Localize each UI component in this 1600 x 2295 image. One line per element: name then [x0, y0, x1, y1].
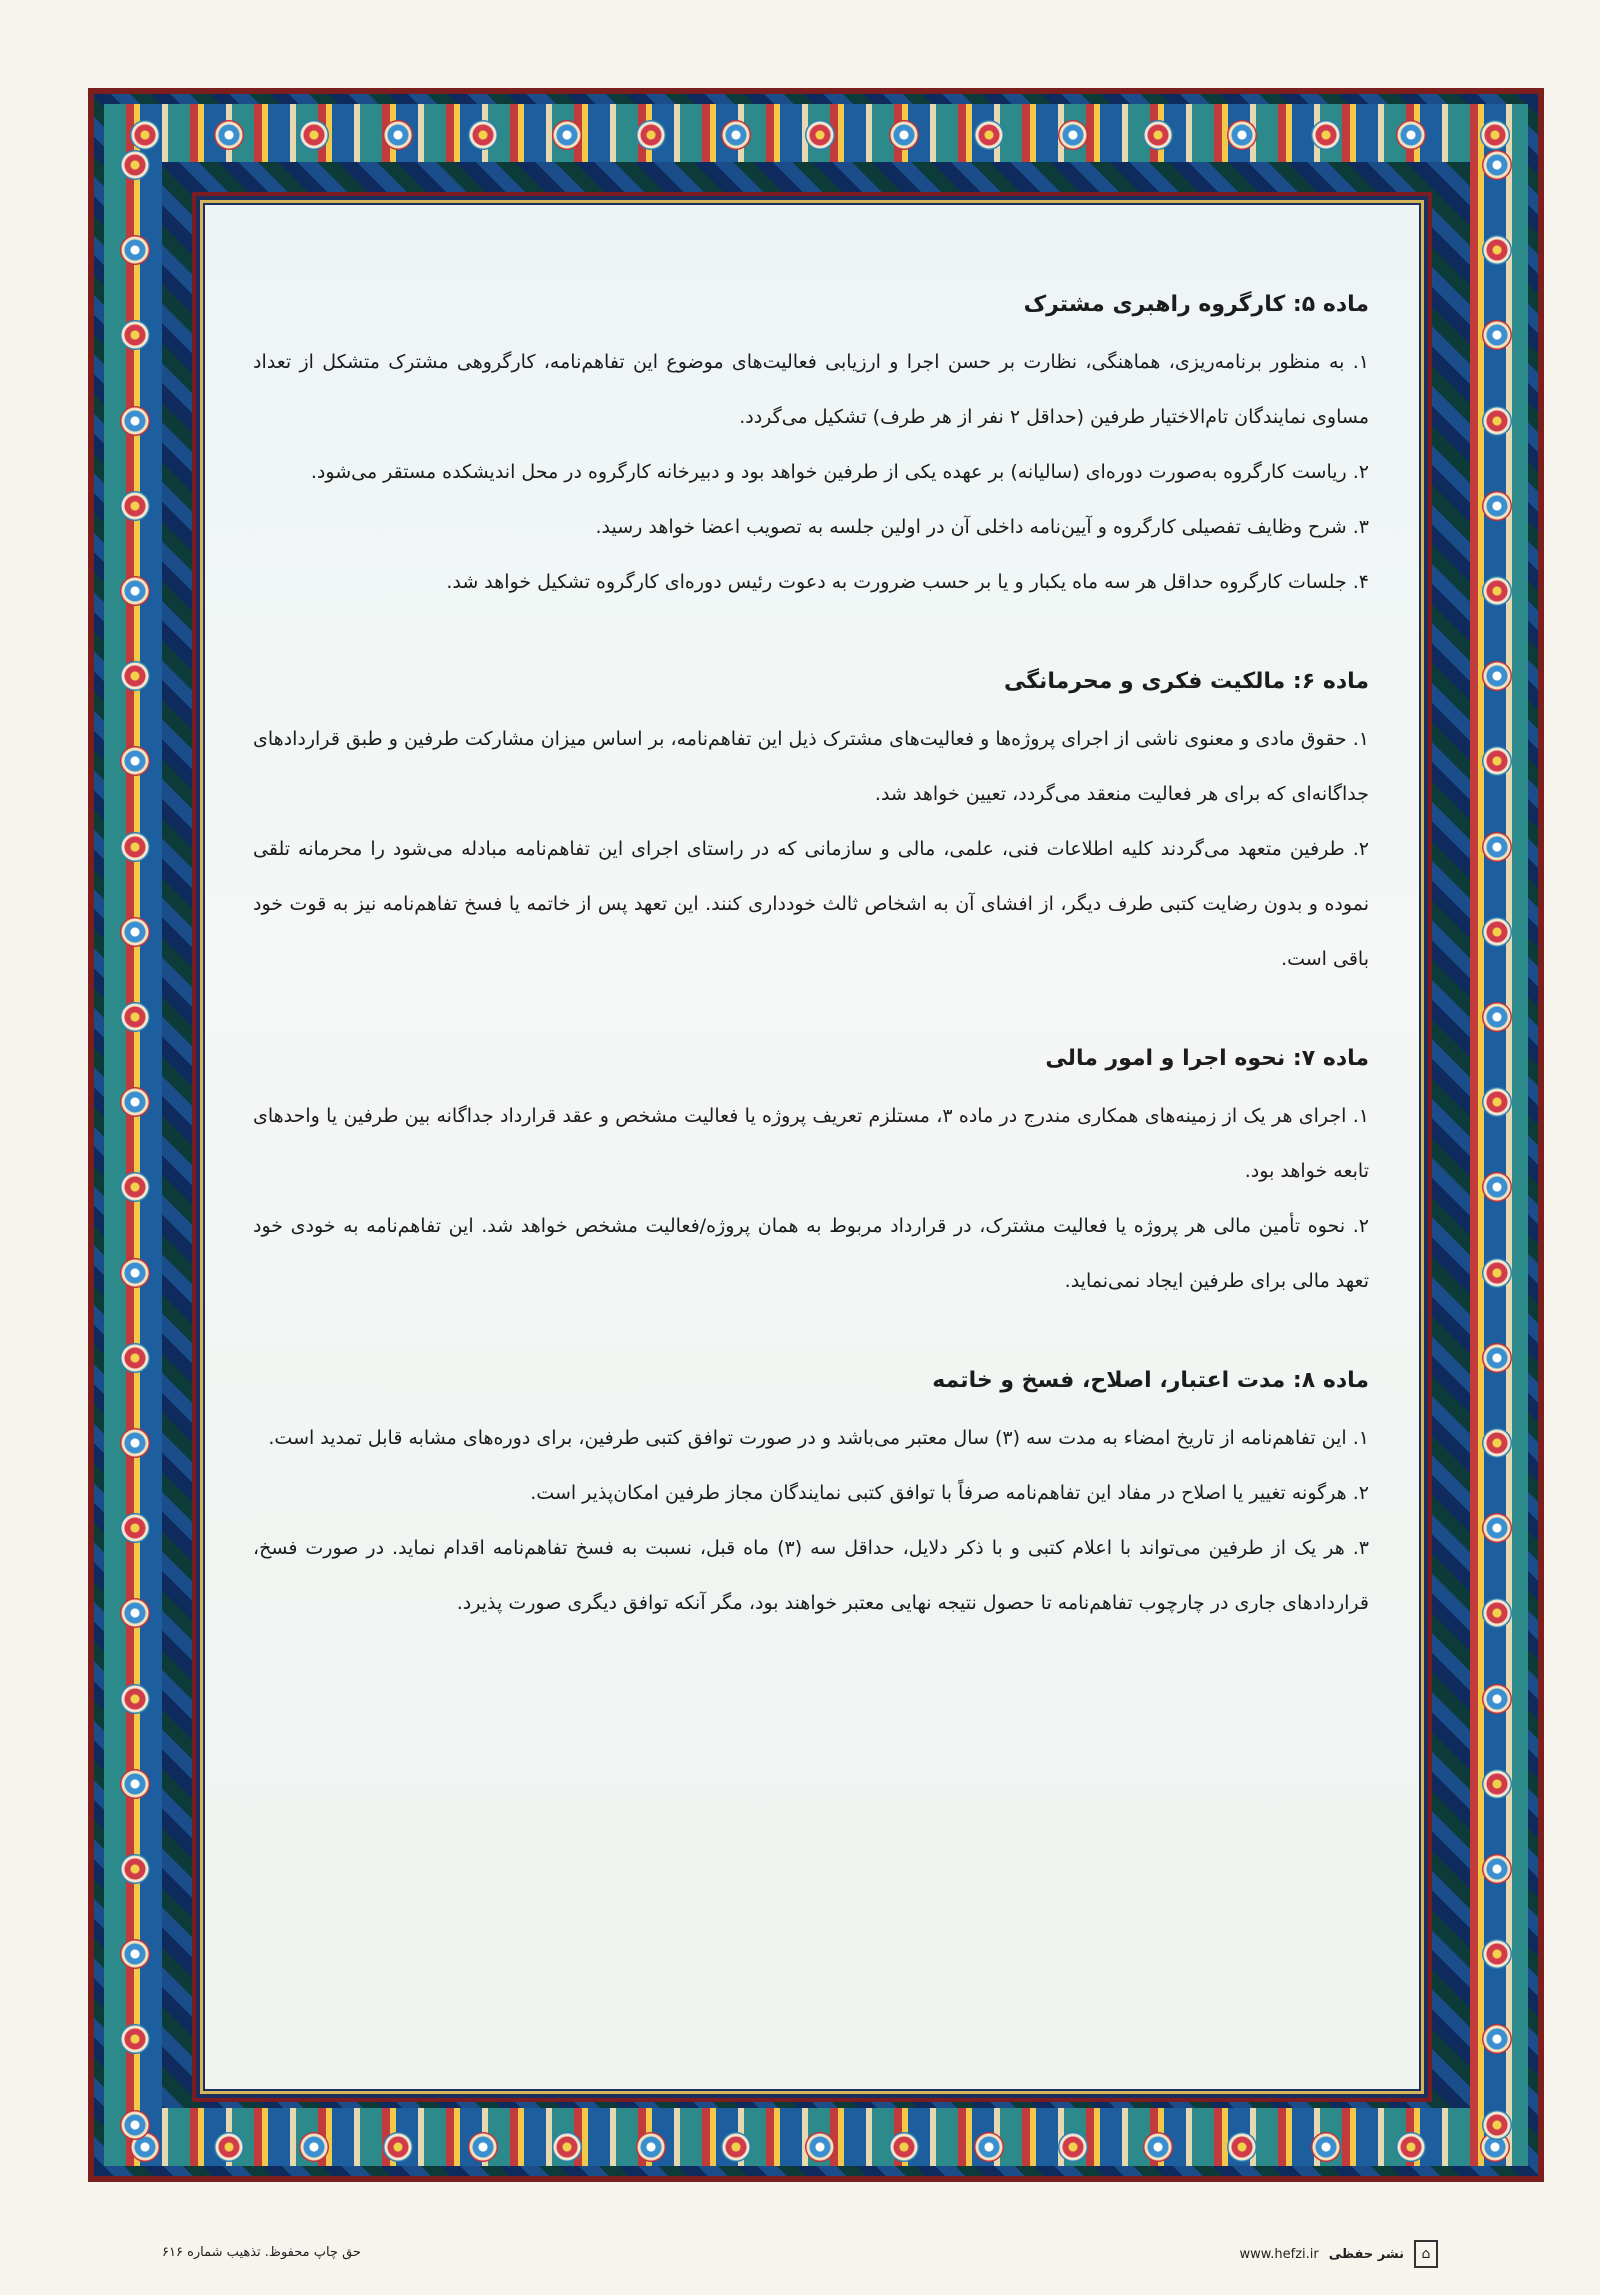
flower-ornament [468, 2132, 498, 2162]
article-8 [253, 1363, 1369, 1631]
flower-ornament [1227, 2132, 1257, 2162]
flower-ornament [1482, 1684, 1512, 1714]
flower-ornament [383, 2132, 413, 2162]
article-6-heading: ماده ۶: مالکیت فکری و محرمانگی [1004, 669, 1369, 694]
flower-ornament [383, 120, 413, 150]
article-6-clause-1: ۱. حقوق مادی و معنوی ناشی از اجرای پروژه‌ها و فعالیت‌های مشترک ذیل این تفاهم‌نامه، بر اساس میزان مشارکت طرفین و طبق قراردادهای جداگانه‌ای که برای هر فعالیت منعقد می‌گردد، تعیین خواهد شد. [253, 728, 1369, 805]
flower-ornament [120, 320, 150, 350]
flower-ornament [120, 1258, 150, 1288]
flower-ornament [299, 2132, 329, 2162]
flower-ornament [1482, 1598, 1512, 1628]
flower-ornament [1482, 1769, 1512, 1799]
flower-ornament [974, 2132, 1004, 2162]
article-7 [253, 1041, 1369, 1309]
frame-flowers-left [120, 150, 150, 2140]
flower-ornament [1482, 1939, 1512, 1969]
flower-ornament [805, 120, 835, 150]
flower-ornament [1143, 120, 1173, 150]
flower-ornament [214, 2132, 244, 2162]
flower-ornament [1482, 661, 1512, 691]
article-5 [253, 287, 1369, 610]
flower-ornament [1482, 1513, 1512, 1543]
flower-ornament [120, 1769, 150, 1799]
flower-ornament [1482, 832, 1512, 862]
flower-ornament [120, 1172, 150, 1202]
article-6 [253, 664, 1369, 987]
flower-ornament [889, 120, 919, 150]
flower-ornament [120, 1428, 150, 1458]
article-7-heading: ماده ۷: نحوه اجرا و امور مالی [1045, 1046, 1369, 1071]
flower-ornament [1482, 235, 1512, 265]
flower-ornament [120, 1939, 150, 1969]
flower-ornament [120, 1684, 150, 1714]
flower-ornament [214, 120, 244, 150]
flower-ornament [120, 917, 150, 947]
flower-ornament [1482, 1343, 1512, 1373]
flower-ornament [1482, 406, 1512, 436]
flower-ornament [1482, 917, 1512, 947]
flower-ornament [721, 2132, 751, 2162]
article-8-heading: ماده ۸: مدت اعتبار، اصلاح، فسخ و خاتمه [932, 1368, 1369, 1393]
flower-ornament [1058, 120, 1088, 150]
copyright-note: حق چاپ محفوظ. تذهیب شماره ۶۱۶ [162, 2245, 361, 2260]
flower-ornament [1482, 2024, 1512, 2054]
flower-ornament [120, 406, 150, 436]
article-8-clause-3: ۳. هر یک از طرفین می‌تواند با اعلام کتبی و با ذکر دلایل، حداقل سه (۳) ماه قبل، نسبت به فسخ تفاهم‌نامه اقدام نماید. در صورت فسخ، قراردادهای جاری در چارچوب تفاهم‌نامه تا حصول نتیجه نهایی معتبر خواهند بود، مگر آنکه توافق دیگری صورت پذیرد. [253, 1537, 1369, 1614]
flower-ornament [1143, 2132, 1173, 2162]
flower-ornament [120, 832, 150, 862]
frame-flowers-right [1482, 150, 1512, 2140]
flower-ornament [1482, 576, 1512, 606]
flower-ornament [130, 120, 160, 150]
flower-ornament [120, 235, 150, 265]
article-5-clause-2: ۲. ریاست کارگروه به‌صورت دوره‌ای (سالیانه) بر عهده یکی از طرفین خواهد بود و دبیرخانه کارگروه در محل اندیشکده مستقر می‌شود. [310, 461, 1369, 483]
flower-ornament [1227, 120, 1257, 150]
flower-ornament [120, 576, 150, 606]
flower-ornament [120, 1854, 150, 1884]
flower-ornament [120, 150, 150, 180]
flower-ornament [1311, 2132, 1341, 2162]
publisher-name: نشر حفظی [1328, 2246, 1404, 2262]
flower-ornament [120, 491, 150, 521]
flower-ornament [1396, 120, 1426, 150]
flower-ornament [120, 1002, 150, 1032]
flower-ornament [805, 2132, 835, 2162]
flower-ornament [1482, 1087, 1512, 1117]
flower-ornament [889, 2132, 919, 2162]
flower-ornament [1482, 1258, 1512, 1288]
flower-ornament [468, 120, 498, 150]
flower-ornament [1482, 1002, 1512, 1032]
flower-ornament [552, 2132, 582, 2162]
flower-ornament [1482, 2110, 1512, 2140]
flower-ornament [1482, 1172, 1512, 1202]
flower-ornament [1482, 491, 1512, 521]
frame-flowers-top [130, 120, 1510, 150]
flower-ornament [120, 1513, 150, 1543]
flower-ornament [1482, 746, 1512, 776]
publisher-logo-icon: ⌂ [1414, 2240, 1438, 2268]
article-8-clause-2: ۲. هرگونه تغییر یا اصلاح در مفاد این تفاهم‌نامه صرفاً با توافق کتبی نمایندگان مجاز طرفین امکان‌پذیر است. [530, 1482, 1369, 1504]
flower-ornament [1311, 120, 1341, 150]
article-8-clause-1: ۱. این تفاهم‌نامه از تاریخ امضاء به مدت سه (۳) سال معتبر می‌باشد و در صورت توافق کتبی طرفین، برای دوره‌های مشابه قابل تمدید است. [268, 1427, 1369, 1449]
article-5-clause-4: ۴. جلسات کارگروه حداقل هر سه ماه یکبار و یا بر حسب ضرورت به دعوت رئیس دوره‌ای کارگروه تشکیل خواهد شد. [446, 571, 1369, 593]
flower-ornament [552, 120, 582, 150]
publisher-url[interactable]: www.hefzi.ir [1239, 2246, 1319, 2262]
flower-ornament [721, 120, 751, 150]
flower-ornament [1482, 320, 1512, 350]
flower-ornament [299, 120, 329, 150]
flower-ornament [120, 1343, 150, 1373]
flower-ornament [120, 1087, 150, 1117]
flower-ornament [1482, 150, 1512, 180]
flower-ornament [120, 661, 150, 691]
frame-flowers-bottom [130, 2132, 1510, 2162]
flower-ornament [636, 2132, 666, 2162]
article-7-clause-2: ۲. نحوه تأمین مالی هر پروژه یا فعالیت مشترک، در قرارداد مربوط به همان پروژه/فعالیت مشخص خواهد شد. این تفاهم‌نامه به خودی خود تعهد مالی برای طرفین ایجاد نمی‌نماید. [253, 1215, 1369, 1292]
article-6-clause-2: ۲. طرفین متعهد می‌گردند کلیه اطلاعات فنی، علمی، مالی و سازمانی که در راستای اجرای این تفاهم‌نامه مبادله می‌شود را محرمانه تلقی نموده و بدون رضایت کتبی طرف دیگر، از افشای آن به اشخاص ثالث خودداری کنند. این تعهد پس از خاتمه یا فسخ تفاهم‌نامه نیز به قوت خود باقی است. [253, 838, 1369, 970]
article-5-clause-3: ۳. شرح وظایف تفصیلی کارگروه و آیین‌نامه داخلی آن در اولین جلسه به تصویب اعضا خواهد رسید. [595, 516, 1369, 538]
flower-ornament [1482, 1428, 1512, 1458]
flower-ornament [1482, 1854, 1512, 1884]
article-7-clause-1: ۱. اجرای هر یک از زمینه‌های همکاری مندرج در ماده ۳، مستلزم تعریف پروژه یا فعالیت مشخص و عقد قرارداد جداگانه بین طرفین یا واحدهای تابعه خواهد بود. [253, 1105, 1369, 1182]
document-panel [205, 205, 1419, 2089]
publisher-credit [1240, 2240, 1438, 2268]
flower-ornament [974, 120, 1004, 150]
flower-ornament [1480, 120, 1510, 150]
article-5-clause-1: ۱. به منظور برنامه‌ریزی، هماهنگی، نظارت بر حسن اجرا و ارزیابی فعالیت‌های موضوع این تفاهم‌نامه، کارگروهی مشترک متشکل از تعداد مساوی نمایندگان تام‌الاختیار طرفین (حداقل ۲ نفر از هر طرف) تشکیل می‌گردد. [253, 351, 1369, 428]
flower-ornament [120, 2024, 150, 2054]
flower-ornament [120, 746, 150, 776]
flower-ornament [636, 120, 666, 150]
flower-ornament [120, 2110, 150, 2140]
flower-ornament [1396, 2132, 1426, 2162]
flower-ornament [1058, 2132, 1088, 2162]
flower-ornament [120, 1598, 150, 1628]
article-5-heading: ماده ۵: کارگروه راهبری مشترک [1023, 292, 1369, 317]
